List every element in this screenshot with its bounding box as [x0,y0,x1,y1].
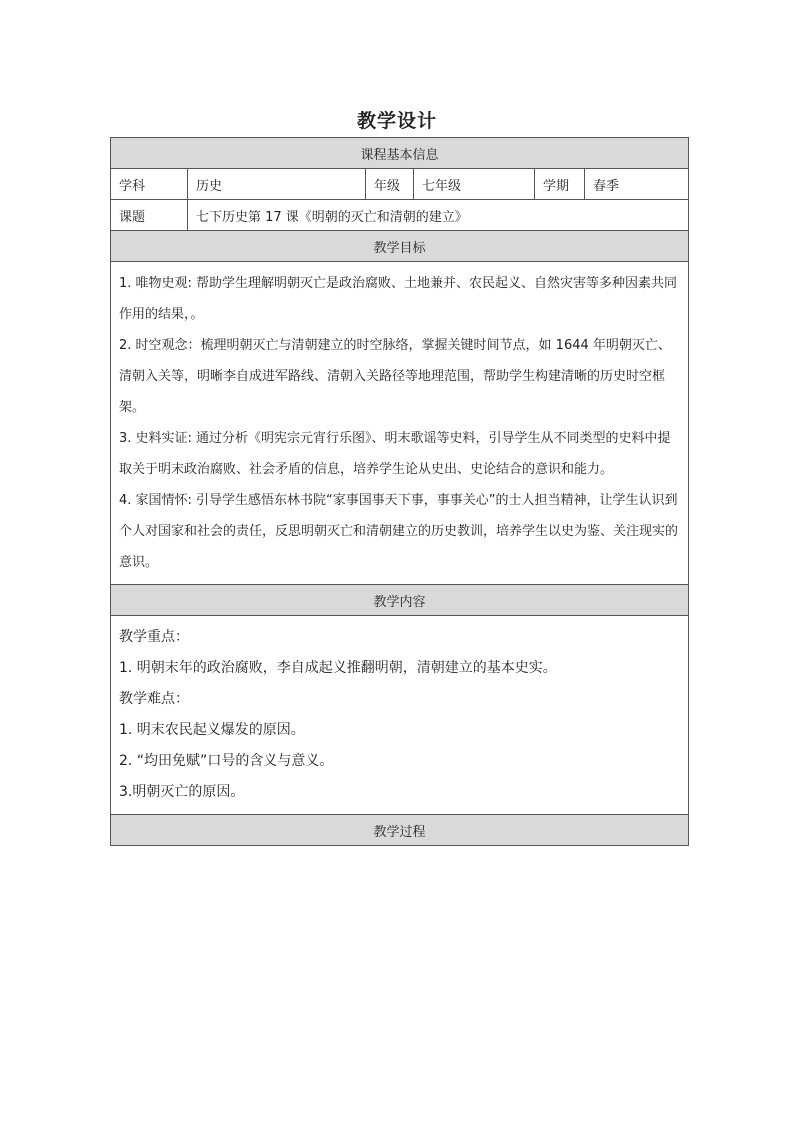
content-line: 教学难点： [119,691,189,707]
objective-item: 4. 家国情怀: 引导学生感悟东林书院“家事国事天下事，事事关心”的士人担当精神，让学生认识到个人对国家和社会的责任，反思明朝灭亡和清朝建立的历史教训，培养学生以史为鉴、关注现实的意识。 [119,493,679,570]
objectives-block [111,262,689,585]
content-line: 2. “均田免赋”口号的含义与意义。 [119,753,334,769]
subject-label: 学科 [111,169,188,200]
section-header-objectives: 教学目标 [111,231,689,262]
objective-item: 3. 史料实证: 通过分析《明宪宗元宵行乐图》、明末歌谣等史料，引导学生从不同类型的史料中提取关于明末政治腐败、社会矛盾的信息，培养学生论从史出、史论结合的意识和能力。 [119,431,671,477]
grade-value: 七年级 [414,169,535,200]
document-title: 教学设计 [356,110,437,132]
grade-label: 年级 [366,169,414,200]
section-header-content: 教学内容 [111,585,689,616]
topic-label: 课题 [111,200,188,231]
content-block [111,616,689,815]
content-line: 3.明朝灭亡的原因。 [119,784,245,800]
content-line: 1. 明末农民起义爆发的原因。 [119,722,305,738]
content-line: 1. 明朝末年的政治腐败，李自成起义推翻明朝，清朝建立的基本史实。 [119,660,557,676]
subject-value: 历史 [188,169,366,200]
term-label: 学期 [535,169,585,200]
section-header-basic-info: 课程基本信息 [111,138,689,169]
section-header-process: 教学过程 [111,815,689,846]
content-line: 教学重点： [119,629,189,645]
lesson-plan-table [110,137,689,846]
term-value: 春季 [585,169,689,200]
topic-value: 七下历史第 17 课《明朝的灭亡和清朝的建立》 [188,200,689,231]
objective-item: 1. 唯物史观: 帮助学生理解明朝灭亡是政治腐败、土地兼并、农民起义、自然灾害等多种因素共同作用的结果，。 [119,276,678,322]
objective-item: 2. 时空观念：梳理明朝灭亡与清朝建立的时空脉络，掌握关键时间节点，如 1644 年明朝灭亡、清朝入关等，明晰李自成进军路线、清朝入关路径等地理范围，帮助学生构建清晰的历史时空框架。 [119,338,671,415]
